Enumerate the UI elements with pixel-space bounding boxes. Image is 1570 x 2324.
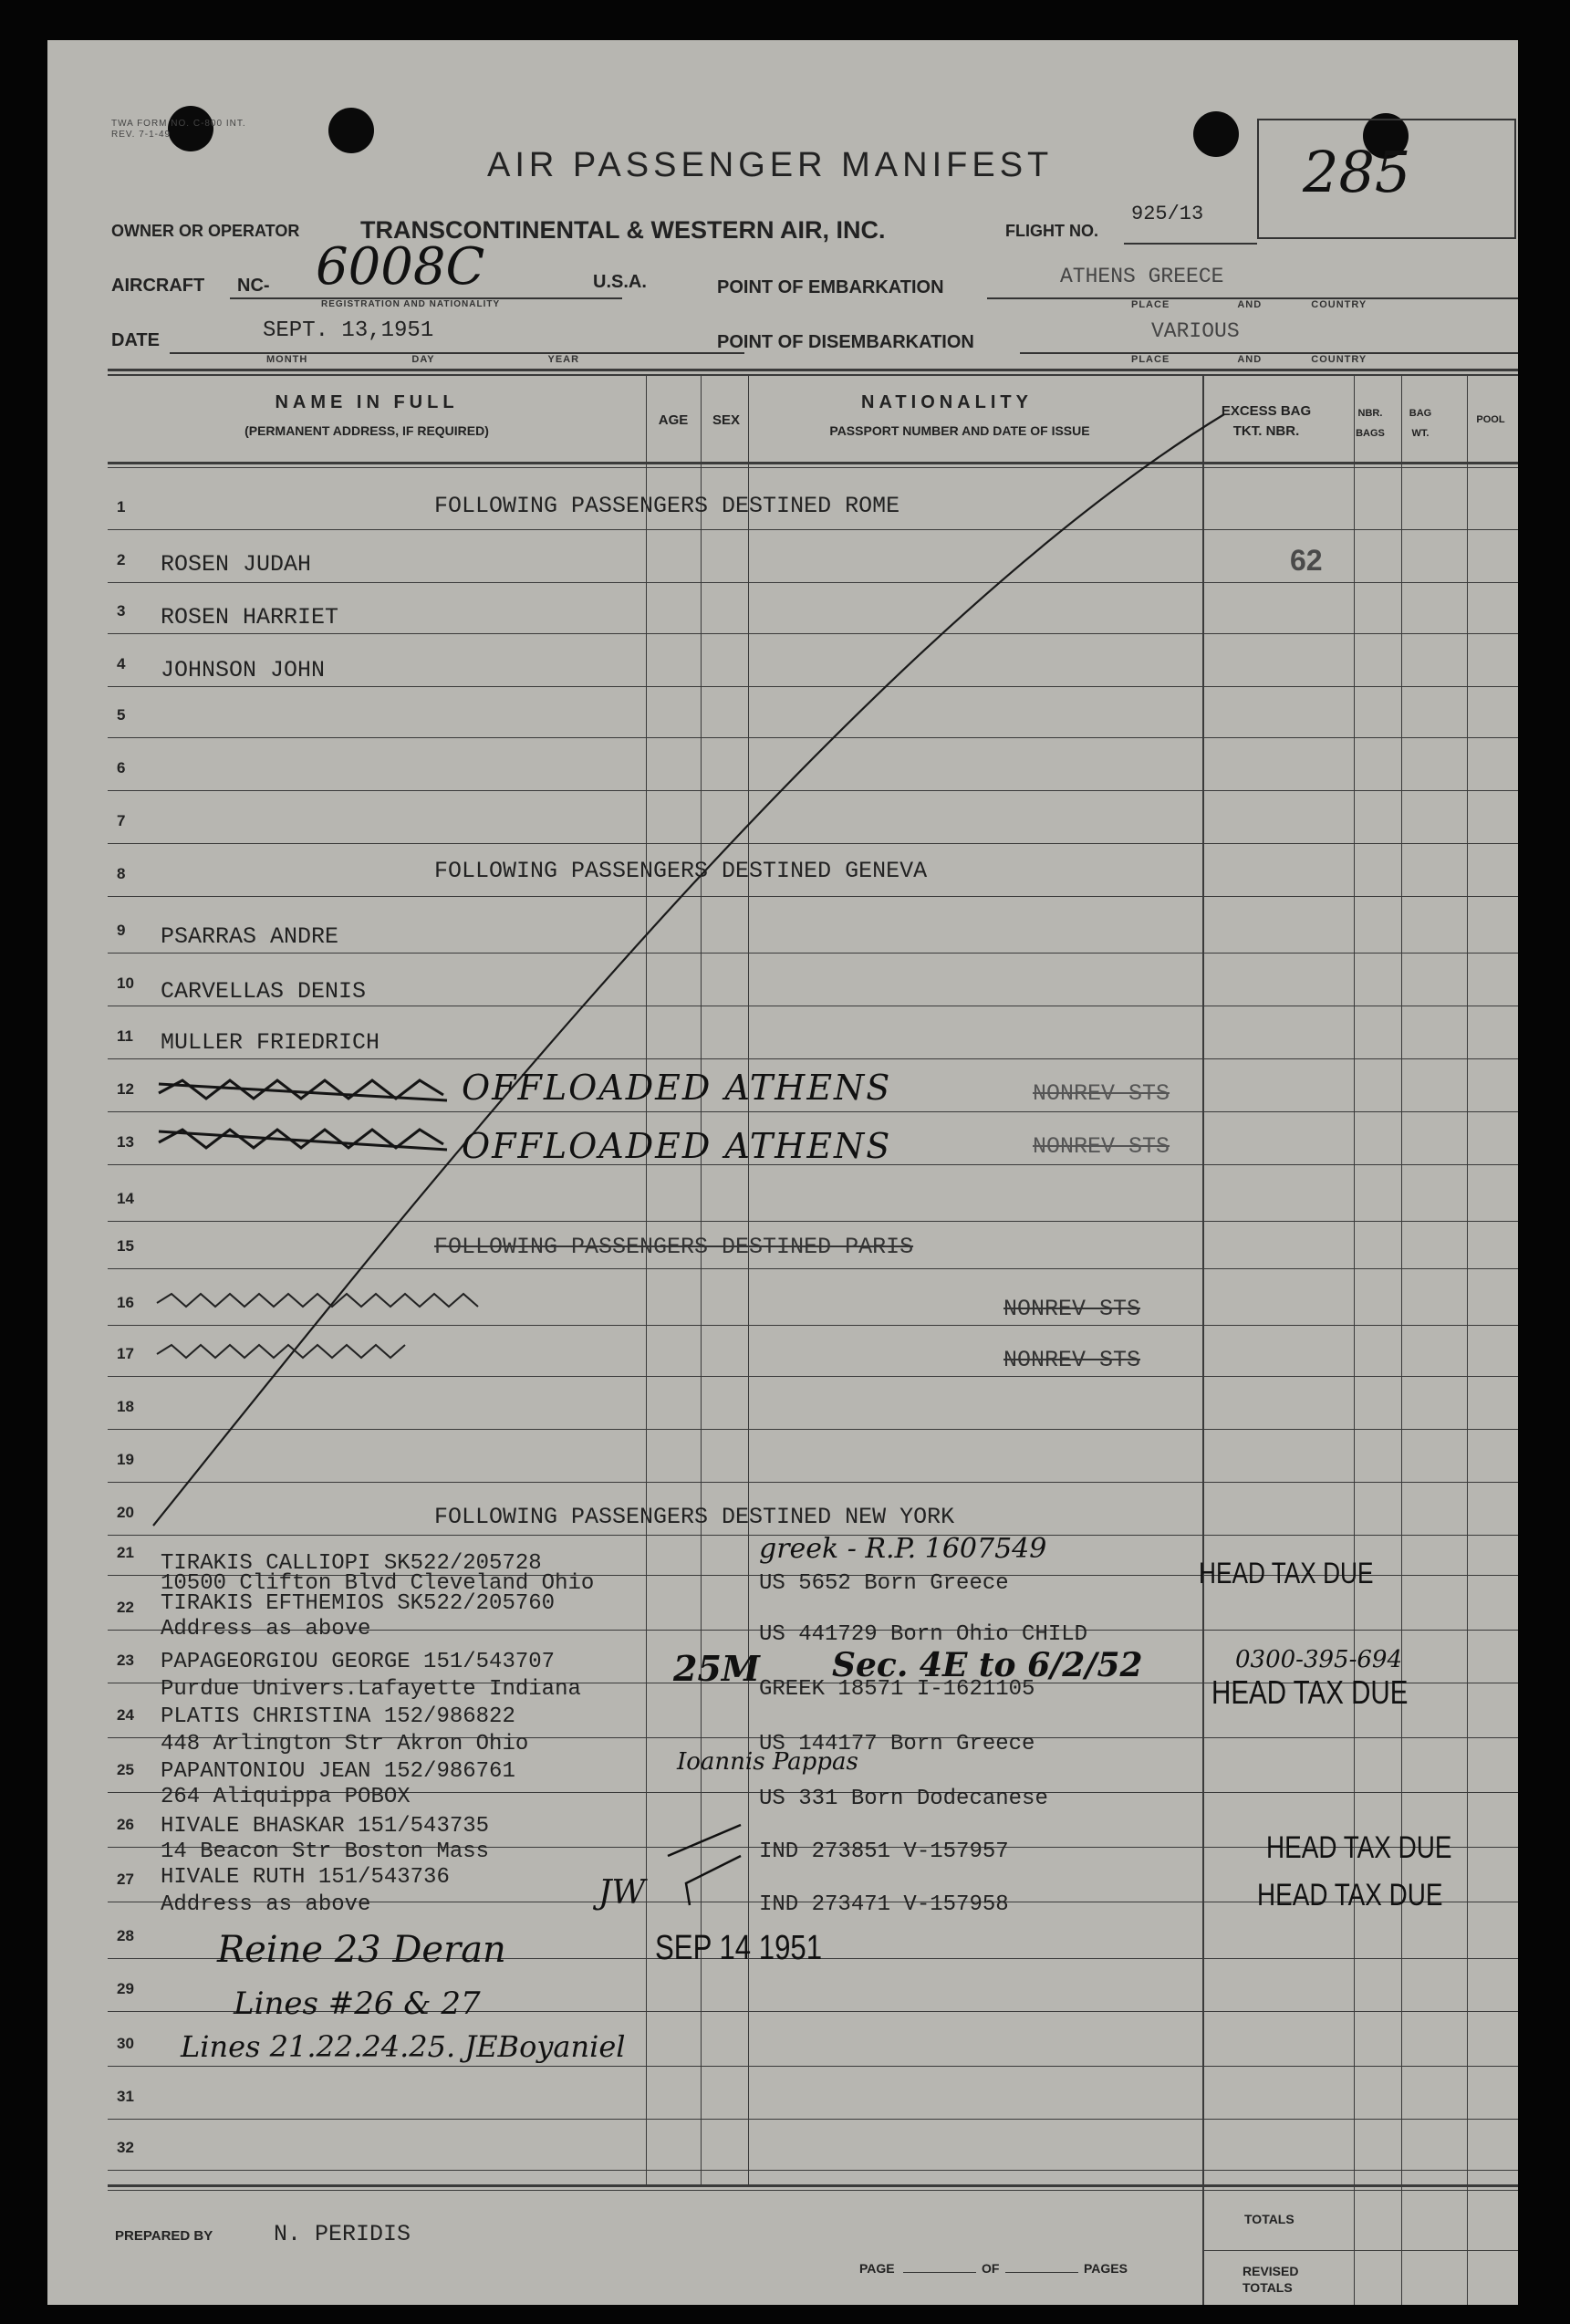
passenger-name: TIRAKIS CALLIOPI SK522/205728 (161, 1551, 542, 1576)
passport-info: IND 273851 V-157957 (759, 1839, 1009, 1864)
offloaded-note: OFFLOADED ATHENS (462, 1126, 892, 1166)
struck-destination-paris: FOLLOWING PASSENGERS DESTINED PARIS (434, 1234, 914, 1260)
crossed-out-name (153, 1288, 536, 1380)
passenger-name: PSARRAS ANDRE (161, 923, 339, 950)
and-caption: AND (1237, 354, 1263, 365)
place-caption: PLACE (1131, 299, 1170, 310)
row-number: 22 (117, 1599, 134, 1616)
flight-value: 925/13 (1131, 203, 1204, 225)
row-number: 17 (117, 1345, 134, 1362)
row-number: 29 (117, 1980, 134, 1997)
passenger-address: Address as above (161, 1617, 371, 1641)
row-number: 27 (117, 1871, 134, 1888)
owner-value: TRANSCONTINENTAL & WESTERN AIR, INC. (360, 216, 886, 244)
aircraft-label: AIRCRAFT (111, 276, 205, 296)
struck-nonrev: NONREV STS (1033, 1080, 1170, 1107)
crossed-out-name (155, 1075, 456, 1175)
day-caption: DAY (411, 354, 435, 365)
row-number: 26 (117, 1816, 134, 1833)
row-number: 7 (117, 812, 126, 829)
column-number-of-bags: NBR. (1357, 408, 1383, 419)
passenger-name: PLATIS CHRISTINA 152/986822 (161, 1704, 515, 1729)
passenger-address: 448 Arlington Str Akron Ohio (161, 1732, 529, 1756)
column-pool: POOL (1476, 414, 1505, 425)
row-number: 8 (117, 865, 126, 882)
row-number: 15 (117, 1237, 134, 1255)
disembark-value: VARIOUS (1151, 319, 1240, 343)
handwritten-ref: 0300-395-694 (1235, 1646, 1402, 1673)
of-label: OF (982, 2261, 1000, 2276)
head-tax-due-stamp: HEAD TAX DUE (1199, 1557, 1374, 1589)
row-number: 11 (117, 1027, 133, 1045)
row-number: 4 (117, 655, 126, 672)
row-number: 19 (117, 1451, 134, 1468)
totals-label: TOTALS (1244, 2212, 1294, 2226)
passenger-address: 264 Aliquippa POBOX (161, 1785, 411, 1809)
struck-nonrev: NONREV STS (1003, 1296, 1141, 1322)
row-number: 6 (117, 759, 126, 776)
page-mark: 285 (1303, 139, 1411, 205)
pages-label: PAGES (1084, 2261, 1128, 2276)
flight-label: FLIGHT NO. (1005, 222, 1098, 240)
column-name-sub: (PERMANENT ADDRESS, IF REQUIRED) (244, 423, 489, 438)
owner-label: OWNER OR OPERATOR (111, 222, 300, 240)
row-number: 24 (117, 1706, 134, 1724)
row-number: 16 (117, 1294, 134, 1311)
column-excess-bag: EXCESS BAG (1221, 403, 1312, 419)
aircraft-country: U.S.A. (593, 272, 647, 292)
row-number: 10 (117, 974, 134, 992)
row-number: 30 (117, 2035, 134, 2052)
column-bags: BAGS (1356, 428, 1385, 439)
column-weight: WT. (1411, 428, 1430, 439)
prepared-by-value: N. PERIDIS (274, 2221, 411, 2247)
page-label: PAGE (859, 2261, 895, 2276)
row-number: 31 (117, 2088, 134, 2105)
handwritten-received: Reine 23 Deran (217, 1929, 506, 1971)
passport-info: US 441729 Born Ohio CHILD (759, 1622, 1088, 1647)
passport-info: US 5652 Born Greece (759, 1571, 1009, 1596)
passenger-address: Address as above (161, 1892, 371, 1917)
manifest-title: AIR PASSENGER MANIFEST (487, 146, 1054, 184)
passenger-address: Purdue Univers.Lafayette Indiana (161, 1677, 581, 1702)
handwritten-bracket (631, 1810, 759, 1911)
column-bag-weight: BAG (1409, 408, 1432, 419)
passenger-name: JOHNSON JOHN (161, 657, 326, 683)
passport-info: IND 273471 V-157958 (759, 1892, 1009, 1917)
handwritten-note: greek - R.P. 1607549 (759, 1533, 1047, 1565)
destination-new-york: FOLLOWING PASSENGERS DESTINED NEW YORK (434, 1504, 955, 1530)
column-ticket-number: TKT. NBR. (1232, 423, 1300, 439)
offloaded-note: OFFLOADED ATHENS (462, 1068, 892, 1108)
head-tax-due-stamp: HEAD TAX DUE (1211, 1673, 1409, 1711)
passport-info: US 331 Born Dodecanese (759, 1787, 1048, 1811)
aircraft-prefix: NC- (237, 276, 270, 296)
handwritten-lines-note: Lines #26 & 27 (234, 1985, 481, 2022)
row-number: 2 (117, 551, 126, 568)
passenger-name: HIVALE RUTH 151/543736 (161, 1865, 450, 1890)
row-number: 20 (117, 1504, 134, 1521)
place-caption: PLACE (1131, 354, 1170, 365)
passport-info: GREEK 18571 I-1621105 (759, 1677, 1035, 1702)
passenger-address: 10500 Clifton Blvd Cleveland Ohio (161, 1571, 595, 1596)
row-number: 32 (117, 2139, 134, 2156)
struck-nonrev: NONREV STS (1003, 1347, 1141, 1373)
handwritten-note: Sec. 4E to 6/2/52 (832, 1646, 1143, 1684)
date-value: SEPT. 13,1951 (263, 318, 434, 343)
head-tax-due-stamp: HEAD TAX DUE (1257, 1878, 1443, 1912)
column-sex: SEX (712, 412, 740, 428)
passenger-name: PAPANTONIOU JEAN 152/986761 (161, 1759, 515, 1784)
handwritten-age: 25M (673, 1648, 760, 1689)
head-tax-due-stamp: HEAD TAX DUE (1266, 1830, 1452, 1865)
passenger-name: CARVELLAS DENIS (161, 978, 367, 1005)
row-number: 13 (117, 1133, 134, 1151)
row-number: 18 (117, 1398, 134, 1415)
passenger-name: ROSEN JUDAH (161, 551, 312, 578)
destination-rome: FOLLOWING PASSENGERS DESTINED ROME (434, 493, 900, 519)
passport-info: US 144177 Born Greece (759, 1732, 1035, 1756)
row-number: 12 (117, 1080, 134, 1098)
column-nationality-sub: PASSPORT NUMBER AND DATE OF ISSUE (829, 423, 1090, 438)
manifest-page (47, 40, 1518, 2305)
row-number: 3 (117, 602, 126, 620)
row-number: 9 (117, 922, 126, 939)
passenger-name: TIRAKIS EFTHEMIOS SK522/205760 (161, 1591, 556, 1616)
row-number: 21 (117, 1544, 134, 1561)
year-caption: YEAR (547, 354, 580, 365)
aircraft-number: 6008C (316, 237, 485, 297)
handwritten-lines-note: Lines 21.22.24.25. JEBoyaniel (181, 2029, 626, 2064)
revised-totals-label: REVISED TOTALS (1242, 2264, 1299, 2295)
handwritten-initials: JW (598, 1874, 646, 1912)
embark-label: POINT OF EMBARKATION (717, 277, 944, 297)
and-caption: AND (1237, 299, 1263, 310)
date-label: DATE (111, 330, 160, 350)
row-number: 1 (117, 498, 126, 516)
passenger-name: HIVALE BHASKAR 151/543735 (161, 1814, 490, 1839)
registration-caption: REGISTRATION AND NATIONALITY (321, 299, 501, 309)
country-caption: COUNTRY (1311, 299, 1367, 310)
excess-bag-value: 62 (1290, 544, 1323, 577)
row-number: 23 (117, 1652, 134, 1669)
handwritten-name: Ioannis Pappas (677, 1748, 858, 1776)
row-number: 25 (117, 1761, 134, 1778)
column-name: NAME IN FULL (275, 392, 459, 412)
date-stamp: SEP 14 1951 (655, 1929, 823, 1967)
row-number: 14 (117, 1190, 134, 1207)
passenger-name: MULLER FRIEDRICH (161, 1029, 380, 1056)
form-number: TWA FORM NO. C-800 INT. (111, 119, 246, 129)
column-nationality: NATIONALITY (861, 392, 1033, 412)
row-number: 28 (117, 1927, 134, 1944)
passenger-name: ROSEN HARRIET (161, 604, 339, 631)
column-age: AGE (658, 412, 689, 428)
country-caption: COUNTRY (1311, 354, 1367, 365)
disembark-label: POINT OF DISEMBARKATION (717, 332, 974, 352)
destination-geneva: FOLLOWING PASSENGERS DESTINED GENEVA (434, 858, 928, 884)
embark-value: ATHENS GREECE (1060, 265, 1224, 288)
passenger-address: 14 Beacon Str Boston Mass (161, 1839, 490, 1864)
month-caption: MONTH (266, 354, 308, 365)
prepared-by-label: PREPARED BY (115, 2228, 213, 2244)
struck-nonrev: NONREV STS (1033, 1133, 1170, 1160)
row-number: 5 (117, 706, 126, 724)
form-revision: REV. 7-1-49 (111, 130, 172, 140)
passenger-name: PAPAGEORGIOU GEORGE 151/543707 (161, 1650, 556, 1674)
